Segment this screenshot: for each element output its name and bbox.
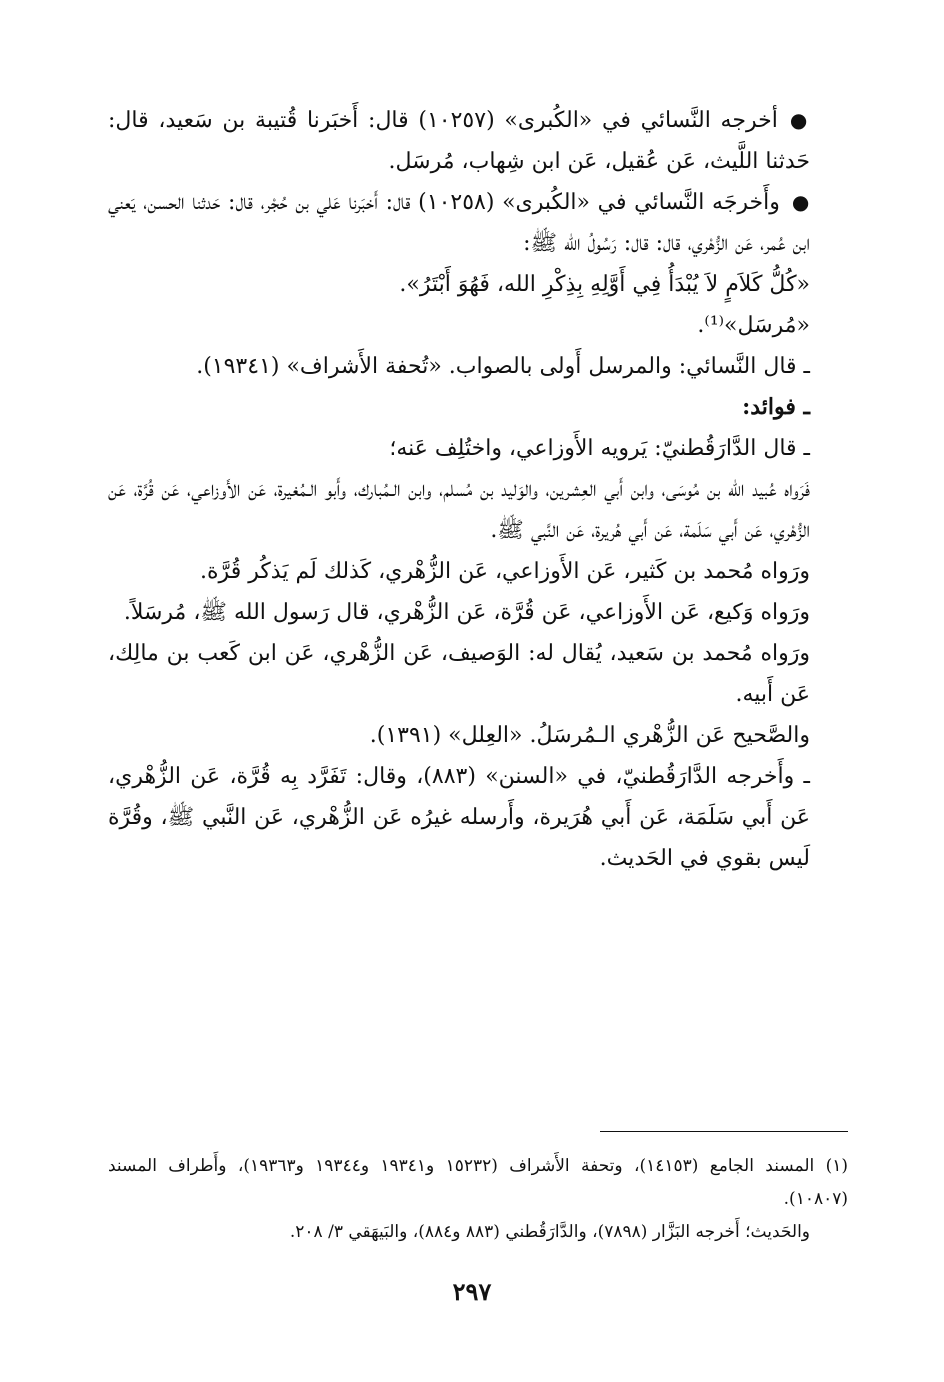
mursal-label: «مُرسَل»⁽¹⁾. xyxy=(697,313,810,338)
paragraph-2: ●وأَخرجَه النَّسائي في «الكُبرى» (١٠٢٥٨) قال: أَخبَرنا عَلي بن حُجْر، قال: حَدثنا الحسن، يَعني ابن عُمر، عَن الزُّهْري، قال: قال: رَسُولُ الله ﷺ: xyxy=(108,190,811,256)
paragraph-1: ●أخرجه النَّسائي في «الكُبرى» (١٠٢٥٧) قال: أَخبَرنا قُتيبة بن سَعيد، قال: حَدثنا اللَّيث، عَن عُقيل، عَن ابن شِهاب، مُرسَل. xyxy=(108,108,811,174)
main-text xyxy=(108,100,848,879)
daraqutni-statement: ـ قال الدَّارَقُطنيّ: يَرويه الأَوزاعي، واختُلِف عَنه؛ xyxy=(389,436,810,461)
bullet-icon: ● xyxy=(789,108,811,132)
hadith-text: «كُلُّ كَلاَمٍ لاَ يُبْدَأُ فِي أَوَّلِهِ بِذِكْرِ الله، فَهُوَ أَبْتَرُ». xyxy=(399,272,810,297)
benefits-heading: ـ فوائد: xyxy=(742,394,810,420)
paragraph-narration-4: ورَواه مُحمد بن سَعيد، يُقال له: الوَصيف، عَن الزُّهْري، عَن ابن كَعب بن مالِك، عَن أَبيه. xyxy=(108,641,810,707)
footnotes xyxy=(108,1150,848,1249)
footnote-separator xyxy=(600,1131,848,1132)
footnote-1: (١) المسند الجامع (١٤١٥٣)، وتحفة الأَشراف (١٥٢٣٢ و١٩٣٤١ و١٩٣٤٤ و١٩٣٦٣)، وأَطراف المسند (١٠٨٠٧). xyxy=(108,1156,848,1209)
paragraph-narration-2: ورَواه مُحمد بن كَثير، عَن الأَوزاعي، عَن الزُّهْري، كَذلك لَم يَذكُر قُرَّة. xyxy=(200,559,810,584)
nasai-statement: ـ قال النَّسائي: والمرسل أَولى بالصواب. «تُحفة الأَشراف» (١٩٣٤١). xyxy=(196,354,810,379)
correct-opinion: والصَّحيح عَن الزُّهْري الـمُرسَلُ. «العِلل» (١٣٩١). xyxy=(369,723,810,748)
page-number: ٢٩٧ xyxy=(452,1277,492,1306)
daraqutni-sunan: ـ وأَخرجه الدَّارَقُطنيّ، في «السنن» (٨٨٣)، وقال: تَفَرَّد بِه قُرَّة، عَن الزُّهْري، عَن أَبي سَلَمَة، عَن أَبي هُرَيرة، وأَرسله غيرُه عَن الزُّهْري، عَن النَّبي ﷺ، وقُرَّة لَيس بقوي في الحَديث. xyxy=(108,764,810,871)
paragraph-narration-3: ورَواه وَكيع، عَن الأَوزاعي، عَن قُرَّة، عَن الزُّهْري، قال رَسول الله ﷺ، مُرسَلاً. xyxy=(123,600,810,625)
bullet-icon: ● xyxy=(791,190,811,214)
footnote-2: والحَديث؛ أَخرجه البَزَّار (٧٨٩٨)، والدَّارَقُطني (٨٨٣ و٨٨٤)، والبَيهَقي ٣/ ٢٠٨. xyxy=(289,1222,810,1242)
paragraph-narration-1: فَرَواه عُبيد الله بن مُوسَى، وابن أَبي العِشرين، والوَليد بن مُسلم، وابن الـمُبارك، وأَبو الـمُغيرة، عَن الأَوزاعي، عَن قُرَّة، عَن الزُّهْري، عَن أَبي سَلَمة، عَن أَبي هُريرة، عَن النَّبي ﷺ. xyxy=(108,477,810,543)
